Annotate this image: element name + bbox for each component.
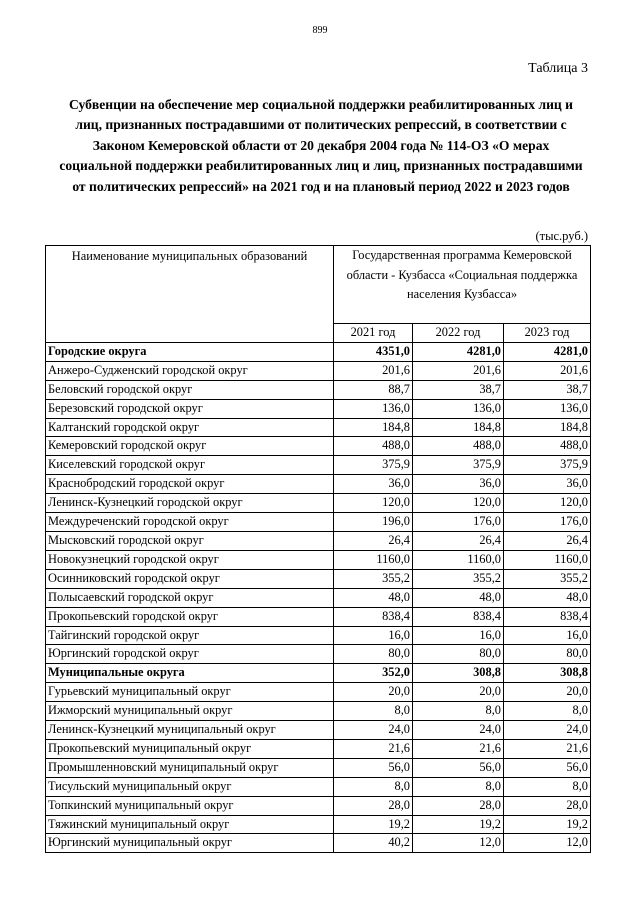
value-cell-2021: 8,0 (334, 777, 413, 796)
value-cell-2021: 488,0 (334, 437, 413, 456)
value-cell-2023: 120,0 (504, 494, 591, 513)
value-cell-2021: 4351,0 (334, 342, 413, 361)
value-cell-2021: 838,4 (334, 607, 413, 626)
municipality-name-cell: Полысаевский городской округ (46, 588, 334, 607)
value-cell-2022: 201,6 (413, 361, 504, 380)
table-row (46, 683, 591, 702)
group-name-cell: Городские округа (46, 342, 334, 361)
value-cell-2021: 120,0 (334, 494, 413, 513)
value-cell-2022: 24,0 (413, 721, 504, 740)
table-row (46, 588, 591, 607)
value-cell-2023: 36,0 (504, 475, 591, 494)
municipality-name-cell: Промышленновский муниципальный округ (46, 758, 334, 777)
value-cell-2022: 38,7 (413, 380, 504, 399)
table-row (46, 418, 591, 437)
value-cell-2023: 38,7 (504, 380, 591, 399)
value-cell-2022: 36,0 (413, 475, 504, 494)
column-header-name: Наименование муниципальных образований (46, 246, 334, 343)
table-row (46, 758, 591, 777)
value-cell-2023: 16,0 (504, 626, 591, 645)
value-cell-2022: 20,0 (413, 683, 504, 702)
value-cell-2023: 308,8 (504, 664, 591, 683)
value-cell-2022: 136,0 (413, 399, 504, 418)
municipality-name-cell: Калтанский городской округ (46, 418, 334, 437)
municipality-name-cell: Юргинский муниципальный округ (46, 834, 334, 853)
value-cell-2021: 80,0 (334, 645, 413, 664)
group-name-cell: Муниципальные округа (46, 664, 334, 683)
value-cell-2023: 355,2 (504, 569, 591, 588)
value-cell-2021: 20,0 (334, 683, 413, 702)
table-row (46, 777, 591, 796)
units-label: (тыс.руб.) (535, 229, 588, 243)
municipality-name-cell: Краснобродский городской округ (46, 475, 334, 494)
value-cell-2021: 355,2 (334, 569, 413, 588)
value-cell-2022: 184,8 (413, 418, 504, 437)
table-row (46, 607, 591, 626)
value-cell-2023: 48,0 (504, 588, 591, 607)
value-cell-2023: 8,0 (504, 702, 591, 721)
value-cell-2021: 40,2 (334, 834, 413, 853)
table-row (46, 626, 591, 645)
value-cell-2022: 120,0 (413, 494, 504, 513)
value-cell-2022: 19,2 (413, 815, 504, 834)
value-cell-2023: 488,0 (504, 437, 591, 456)
value-cell-2023: 80,0 (504, 645, 591, 664)
value-cell-2021: 16,0 (334, 626, 413, 645)
value-cell-2022: 488,0 (413, 437, 504, 456)
municipality-name-cell: Мысковский городской округ (46, 531, 334, 550)
table-row (46, 721, 591, 740)
value-cell-2022: 375,9 (413, 456, 504, 475)
municipality-name-cell: Кемеровский городской округ (46, 437, 334, 456)
value-cell-2023: 24,0 (504, 721, 591, 740)
municipality-name-cell: Новокузнецкий городской округ (46, 550, 334, 569)
table-row (46, 399, 591, 418)
value-cell-2021: 26,4 (334, 531, 413, 550)
value-cell-2022: 28,0 (413, 796, 504, 815)
value-cell-2022: 355,2 (413, 569, 504, 588)
municipality-name-cell: Юргинский городской округ (46, 645, 334, 664)
table-row (46, 456, 591, 475)
municipality-name-cell: Прокопьевский муниципальный округ (46, 739, 334, 758)
value-cell-2021: 56,0 (334, 758, 413, 777)
table-label: Таблица 3 (528, 61, 588, 76)
title-line: от политических репрессий» на 2021 год и на плановый период 2022 и 2023 годов (72, 178, 570, 194)
municipality-name-cell: Тайгинский городской округ (46, 626, 334, 645)
table-row (46, 531, 591, 550)
value-cell-2022: 21,6 (413, 739, 504, 758)
table-row (46, 834, 591, 853)
table-row (46, 815, 591, 834)
value-cell-2023: 20,0 (504, 683, 591, 702)
table-header (46, 246, 591, 343)
municipality-name-cell: Осинниковский городской округ (46, 569, 334, 588)
value-cell-2023: 176,0 (504, 513, 591, 532)
value-cell-2022: 1160,0 (413, 550, 504, 569)
value-cell-2023: 21,6 (504, 739, 591, 758)
table-row (46, 437, 591, 456)
table-row (46, 569, 591, 588)
municipality-name-cell: Тисульский муниципальный округ (46, 777, 334, 796)
value-cell-2023: 838,4 (504, 607, 591, 626)
value-cell-2023: 12,0 (504, 834, 591, 853)
value-cell-2022: 12,0 (413, 834, 504, 853)
value-cell-2021: 88,7 (334, 380, 413, 399)
page-number: 899 (312, 25, 328, 36)
value-cell-2021: 196,0 (334, 513, 413, 532)
value-cell-2022: 8,0 (413, 702, 504, 721)
value-cell-2021: 36,0 (334, 475, 413, 494)
municipality-name-cell: Киселевский городской округ (46, 456, 334, 475)
value-cell-2023: 136,0 (504, 399, 591, 418)
municipality-name-cell: Гурьевский муниципальный округ (46, 683, 334, 702)
table-row (46, 475, 591, 494)
value-cell-2021: 24,0 (334, 721, 413, 740)
value-cell-2023: 375,9 (504, 456, 591, 475)
value-cell-2022: 26,4 (413, 531, 504, 550)
value-cell-2022: 56,0 (413, 758, 504, 777)
value-cell-2021: 201,6 (334, 361, 413, 380)
table-row (46, 513, 591, 532)
column-header-2021: 2021 год (334, 324, 413, 343)
table-body (46, 342, 591, 852)
municipality-name-cell: Тяжинский муниципальный округ (46, 815, 334, 834)
value-cell-2022: 8,0 (413, 777, 504, 796)
value-cell-2022: 838,4 (413, 607, 504, 626)
value-cell-2021: 19,2 (334, 815, 413, 834)
value-cell-2023: 184,8 (504, 418, 591, 437)
municipality-name-cell: Анжеро-Судженский городской округ (46, 361, 334, 380)
value-cell-2023: 1160,0 (504, 550, 591, 569)
value-cell-2021: 21,6 (334, 739, 413, 758)
value-cell-2022: 80,0 (413, 645, 504, 664)
table-group-row (46, 342, 591, 361)
value-cell-2023: 19,2 (504, 815, 591, 834)
value-cell-2023: 56,0 (504, 758, 591, 777)
value-cell-2021: 184,8 (334, 418, 413, 437)
municipality-name-cell: Топкинский муниципальный округ (46, 796, 334, 815)
table-row (46, 550, 591, 569)
municipality-name-cell: Ленинск-Кузнецкий муниципальный округ (46, 721, 334, 740)
value-cell-2023: 28,0 (504, 796, 591, 815)
value-cell-2023: 4281,0 (504, 342, 591, 361)
table-row (46, 702, 591, 721)
value-cell-2021: 28,0 (334, 796, 413, 815)
municipality-name-cell: Березовский городской округ (46, 399, 334, 418)
municipality-name-cell: Ленинск-Кузнецкий городской округ (46, 494, 334, 513)
value-cell-2023: 8,0 (504, 777, 591, 796)
value-cell-2022: 308,8 (413, 664, 504, 683)
municipality-name-cell: Ижморский муниципальный округ (46, 702, 334, 721)
value-cell-2023: 26,4 (504, 531, 591, 550)
table-row (46, 380, 591, 399)
table-row (46, 796, 591, 815)
title-line: Субвенции на обеспечение мер социальной поддержки реабилитированных лиц и (69, 97, 573, 112)
subventions-table (45, 245, 591, 853)
title-line: Законом Кемеровской области от 20 декабря 2004 года № 114-ОЗ «О мерах (92, 137, 550, 153)
municipality-name-cell: Прокопьевский городской округ (46, 607, 334, 626)
value-cell-2022: 48,0 (413, 588, 504, 607)
value-cell-2021: 8,0 (334, 702, 413, 721)
column-header-2023: 2023 год (504, 324, 591, 343)
title-line: социальной поддержки реабилитированных лиц и лиц, признанных пострадавшими (59, 158, 583, 174)
column-header-program: Государственная программа Кемеровской области - Кузбасса «Социальная поддержка населения Кузбасса» (334, 246, 591, 324)
value-cell-2022: 16,0 (413, 626, 504, 645)
title-line: лиц, признанных пострадавшими от политических репрессий, в соответствии с (75, 117, 567, 133)
table-row (46, 739, 591, 758)
value-cell-2021: 375,9 (334, 456, 413, 475)
municipality-name-cell: Междуреченский городской округ (46, 513, 334, 532)
table-row (46, 361, 591, 380)
value-cell-2023: 201,6 (504, 361, 591, 380)
municipality-name-cell: Беловский городской округ (46, 380, 334, 399)
column-header-2022: 2022 год (413, 324, 504, 343)
table-group-row (46, 664, 591, 683)
value-cell-2021: 136,0 (334, 399, 413, 418)
document-title (40, 95, 602, 197)
value-cell-2021: 1160,0 (334, 550, 413, 569)
value-cell-2022: 4281,0 (413, 342, 504, 361)
table-row (46, 494, 591, 513)
value-cell-2021: 48,0 (334, 588, 413, 607)
value-cell-2021: 352,0 (334, 664, 413, 683)
value-cell-2022: 176,0 (413, 513, 504, 532)
table-row (46, 645, 591, 664)
